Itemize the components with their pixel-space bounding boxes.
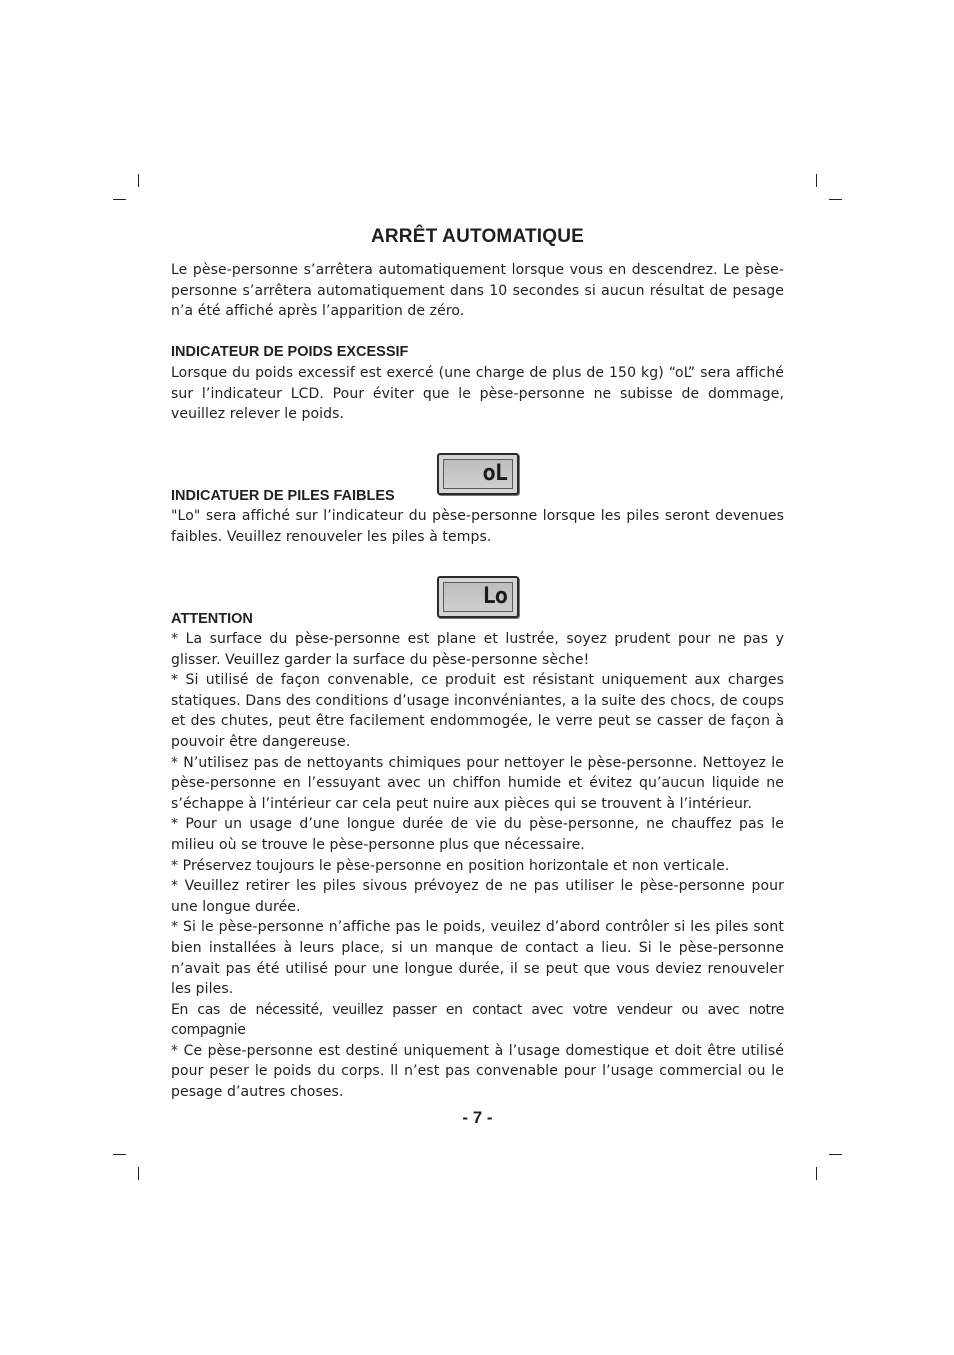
attention-item: * Ce pèse-personne est destiné uniquement à l’usage domestique et doit être utilisé pour peser le poids du corps. ll n’est pas convenable pour l’usage commercial ou le pesage d’autres choses. bbox=[171, 1042, 784, 1101]
overweight-heading: INDICATEUR DE POIDS EXCESSIF bbox=[171, 344, 409, 360]
crop-mark bbox=[816, 1167, 817, 1180]
attention-item: En cas de nécessité, veuillez passer en contact avec votre vendeur ou avec notre compagnie bbox=[171, 1001, 784, 1039]
lcd-overload-display bbox=[437, 453, 519, 495]
attention-item: * N’utilisez pas de nettoyants chimiques pour nettoyer le pèse-personne. Nettoyez le pèse-personne en l’essuyant avec un chiffon humide et évitez qu’aucun liquide ne s’échappe à l’intérieur car cela peut nuire aux pièces qui se trouvent à l’intérieur. bbox=[171, 754, 784, 812]
attention-item: * La surface du pèse-personne est plane et lustrée, soyez prudent pour ne pas y glisser. Veuillez garder la surface du pèse-personne sèche! bbox=[171, 631, 784, 668]
attention-item: * Préservez toujours le pèse-personne en position horizontale et non verticale. bbox=[171, 857, 730, 874]
crop-mark bbox=[138, 174, 139, 187]
battery-heading: INDICATUER DE PILES FAIBLES bbox=[171, 488, 395, 504]
lcd-overload-readout: oL bbox=[482, 461, 507, 486]
attention-item: * Veuillez retirer les piles sivous prévoyez de ne pas utiliser le pèse-personne pour une longue durée. bbox=[171, 878, 784, 915]
intro-paragraph: Le pèse-personne s’arrêtera automatiquement lorsque vous en descendrez. Le pèse-personne s’arrêtera automatiquement dans 10 secondes si aucun résultat de pesage n’a été affiché après l’apparition de zéro. bbox=[171, 262, 784, 320]
crop-mark bbox=[113, 1154, 126, 1155]
page-title: ARRÊT AUTOMATIQUE bbox=[370, 226, 585, 247]
crop-mark bbox=[138, 1167, 139, 1180]
crop-mark bbox=[113, 199, 126, 200]
overweight-paragraph: Lorsque du poids excessif est exercé (une charge de plus de 150 kg) “oL” sera affiché sur l’indicateur LCD. Pour éviter que le pèse-personne ne subisse de dommage, veuillez relever le poids. bbox=[171, 365, 784, 423]
attention-heading: ATTENTION bbox=[171, 611, 253, 627]
crop-mark bbox=[829, 1154, 842, 1155]
lcd-low-battery-readout: Lo bbox=[482, 584, 507, 609]
crop-mark bbox=[829, 199, 842, 200]
page-number: - 7 - bbox=[462, 1108, 493, 1127]
crop-mark bbox=[816, 174, 817, 187]
attention-item: * Si utilisé de façon convenable, ce produit est résistant uniquement aux charges statiques. Dans des conditions d’usage inconvéniantes, a la suite des chocs, de coups et des chutes, peut être facilement endommogée, le verre peut se casser de façon à pouvoir être dangereuse. bbox=[171, 672, 784, 750]
attention-item: * Pour un usage d’une longue durée de vie du pèse-personne, ne chauffez pas le milieu où se trouve le pèse-personne plus que nécessaire. bbox=[171, 816, 784, 853]
attention-item: * Si le pèse-personne n’affiche pas le poids, veuilez d’abord contrôler si les piles sont bien installées à leurs place, si un manque de contact a lieu. Si le pèse-personne n’avait pas été utilisé pour une longue durée, il se peut que vous deviez renouveler les piles. bbox=[171, 919, 784, 998]
battery-paragraph: "Lo" sera affiché sur l’indicateur du pèse-personne lorsque les piles seront devenues faibles. Veuillez renouveler les piles à temps. bbox=[171, 508, 784, 545]
attention-list bbox=[171, 629, 784, 1103]
lcd-low-battery-display bbox=[437, 576, 519, 618]
